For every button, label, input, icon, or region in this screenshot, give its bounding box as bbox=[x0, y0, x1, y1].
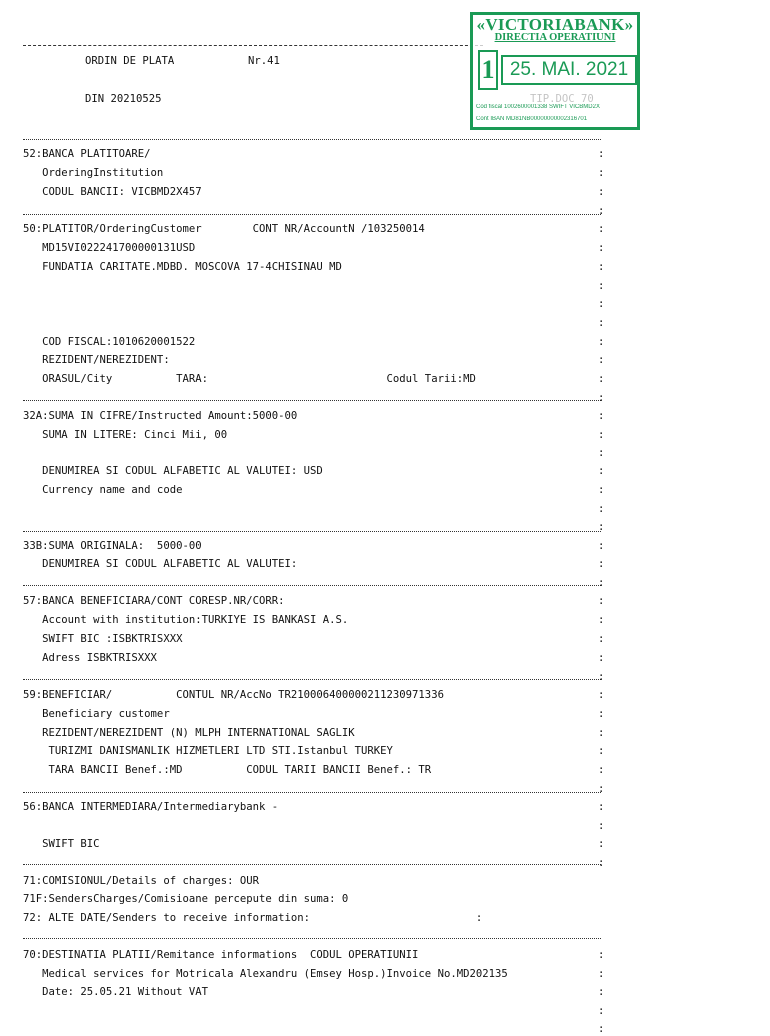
field-colon-marker: : bbox=[598, 671, 605, 683]
field-colon-marker: : bbox=[598, 298, 605, 310]
stamp-department: DIRECTIA OPERATIUNI bbox=[494, 32, 616, 43]
section-divider bbox=[23, 139, 601, 140]
section-divider bbox=[23, 531, 601, 532]
field-colon-marker: : bbox=[598, 949, 605, 961]
field-70-remittance: Medical services for Motricala Alexandru (Emsey Hosp.)Invoice No.MD202135 bbox=[23, 968, 508, 980]
stamp-fiscal-line: Cod fiscal 1002600001338 SWIFT VICBMD2X bbox=[476, 104, 600, 110]
field-71-charges: 71:COMISIONUL/Details of charges: OUR bbox=[23, 875, 259, 887]
order-date: DIN 20210525 bbox=[85, 93, 162, 105]
section-divider bbox=[23, 864, 601, 865]
field-59-country: TARA BANCII Benef.:MD CODUL TARII BANCII Benef.: TR bbox=[23, 764, 432, 776]
field-colon-marker: : bbox=[598, 764, 605, 776]
field-32a-currency-en: Currency name and code bbox=[23, 484, 183, 496]
field-colon-marker: : bbox=[598, 465, 605, 477]
field-colon-marker: : bbox=[598, 727, 605, 739]
field-colon-marker: : bbox=[598, 354, 605, 366]
stamp-date: 25. MAI. 2021 bbox=[501, 55, 637, 85]
stamp-bank-name: «VICTORIABANK» bbox=[476, 15, 634, 34]
stamp-iban-line: Cont IBAN MD81NB00000000002316701 bbox=[476, 116, 588, 122]
field-57-beneficiary-bank: 57:BANCA BENEFICIARA/CONT CORESP.NR/CORR: bbox=[23, 595, 285, 607]
field-colon-marker: : bbox=[598, 205, 605, 217]
field-colon-marker: : bbox=[598, 392, 605, 404]
field-colon-marker: : bbox=[598, 857, 605, 869]
field-colon-marker: : bbox=[598, 633, 605, 645]
field-colon-marker: : bbox=[598, 783, 605, 795]
field-colon-marker: : bbox=[598, 186, 605, 198]
field-colon-marker: : bbox=[598, 280, 605, 292]
field-colon-marker: : bbox=[598, 820, 605, 832]
field-50-fiscal-code: COD FISCAL:1010620001522 bbox=[23, 336, 196, 348]
field-colon-marker: : bbox=[598, 503, 605, 515]
section-divider bbox=[23, 679, 601, 680]
field-colon-marker: : bbox=[598, 708, 605, 720]
field-59-customer: Beneficiary customer bbox=[23, 708, 170, 720]
field-colon-marker: : bbox=[598, 148, 605, 160]
field-colon-marker: : bbox=[598, 838, 605, 850]
field-colon-marker: : bbox=[598, 1023, 605, 1035]
field-71f-sender-charges: 71F:SendersCharges/Comisioane percepute din suma: 0 bbox=[23, 893, 349, 905]
field-colon-marker: : bbox=[598, 558, 605, 570]
field-colon-marker: : bbox=[598, 614, 605, 626]
field-50-address: FUNDATIA CARITATE.MDBD. MOSCOVA 17-4CHISINAU MD bbox=[23, 261, 342, 273]
field-colon-marker: : bbox=[598, 429, 605, 441]
field-colon-marker: : bbox=[598, 447, 605, 459]
field-33b-original-amount: 33B:SUMA ORIGINALA: 5000-00 bbox=[23, 540, 202, 552]
field-33b-currency: DENUMIREA SI CODUL ALFABETIC AL VALUTEI: bbox=[23, 558, 298, 570]
field-colon-marker: : bbox=[598, 223, 605, 235]
field-50-city: ORASUL/City TARA: Codul Tarii:MD bbox=[23, 373, 476, 385]
field-72-other-info: 72: ALTE DATE/Senders to receive information: : bbox=[23, 912, 483, 924]
field-57-swift: SWIFT BIC :ISBKTRISXXX bbox=[23, 633, 183, 645]
section-divider bbox=[23, 938, 601, 939]
bank-stamp bbox=[470, 12, 640, 130]
field-colon-marker: : bbox=[598, 167, 605, 179]
field-colon-marker: : bbox=[598, 242, 605, 254]
field-59-name-cont: TURIZMI DANISMANLIK HIZMETLERI LTD STI.Istanbul TURKEY bbox=[23, 745, 393, 757]
field-70-date: Date: 25.05.21 Without VAT bbox=[23, 986, 208, 998]
field-colon-marker: : bbox=[598, 595, 605, 607]
field-52-label: 52:BANCA PLATITOARE/ bbox=[23, 148, 151, 160]
field-colon-marker: : bbox=[598, 801, 605, 813]
field-70-destination: 70:DESTINATIA PLATII/Remitance informations CODUL OPERATIUNII bbox=[23, 949, 419, 961]
field-colon-marker: : bbox=[598, 689, 605, 701]
field-59-resident: REZIDENT/NEREZIDENT (N) MLPH INTERNATIONAL SAGLIK bbox=[23, 727, 355, 739]
section-divider bbox=[23, 400, 601, 401]
section-divider bbox=[23, 792, 601, 793]
field-colon-marker: : bbox=[598, 986, 605, 998]
order-number: Nr.41 bbox=[248, 55, 280, 67]
field-52-institution: OrderingInstitution bbox=[23, 167, 164, 179]
field-colon-marker: : bbox=[598, 652, 605, 664]
field-colon-marker: : bbox=[598, 410, 605, 422]
field-colon-marker: : bbox=[598, 540, 605, 552]
field-colon-marker: : bbox=[598, 484, 605, 496]
field-colon-marker: : bbox=[598, 336, 605, 348]
field-50-payer: 50:PLATITOR/OrderingCustomer CONT NR/AccountN /103250014 bbox=[23, 223, 425, 235]
field-colon-marker: : bbox=[598, 745, 605, 757]
field-59-beneficiary: 59:BENEFICIAR/ CONTUL NR/AccNo TR210006400000211230971336 bbox=[23, 689, 444, 701]
field-colon-marker: : bbox=[598, 317, 605, 329]
field-50-resident: REZIDENT/NEREZIDENT: bbox=[23, 354, 170, 366]
field-56-swift: SWIFT BIC bbox=[23, 838, 100, 850]
section-divider bbox=[23, 585, 601, 586]
stamp-number: 1 bbox=[478, 50, 498, 90]
field-colon-marker: : bbox=[598, 373, 605, 385]
top-rule bbox=[23, 45, 483, 46]
field-32a-amount: 32A:SUMA IN CIFRE/Instructed Amount:5000-00 bbox=[23, 410, 298, 422]
field-56-intermediary: 56:BANCA INTERMEDIARA/Intermediarybank - bbox=[23, 801, 279, 813]
field-32a-currency: DENUMIREA SI CODUL ALFABETIC AL VALUTEI: USD bbox=[23, 465, 323, 477]
field-colon-marker: : bbox=[598, 521, 605, 533]
field-57-institution: Account with institution:TURKIYE IS BANKASI A.S. bbox=[23, 614, 349, 626]
section-divider bbox=[23, 214, 601, 215]
field-colon-marker: : bbox=[598, 1005, 605, 1017]
field-colon-marker: : bbox=[598, 968, 605, 980]
field-52-bank-code: CODUL BANCII: VICBMD2X457 bbox=[23, 186, 202, 198]
field-32a-amount-words: SUMA IN LITERE: Cinci Mii, 00 bbox=[23, 429, 228, 441]
field-colon-marker: : bbox=[598, 261, 605, 273]
field-50-iban: MD15VI022241700000131USD bbox=[23, 242, 196, 254]
field-colon-marker: : bbox=[598, 577, 605, 589]
document-title: ORDIN DE PLATA bbox=[85, 55, 175, 67]
field-57-address: Adress ISBKTRISXXX bbox=[23, 652, 157, 664]
